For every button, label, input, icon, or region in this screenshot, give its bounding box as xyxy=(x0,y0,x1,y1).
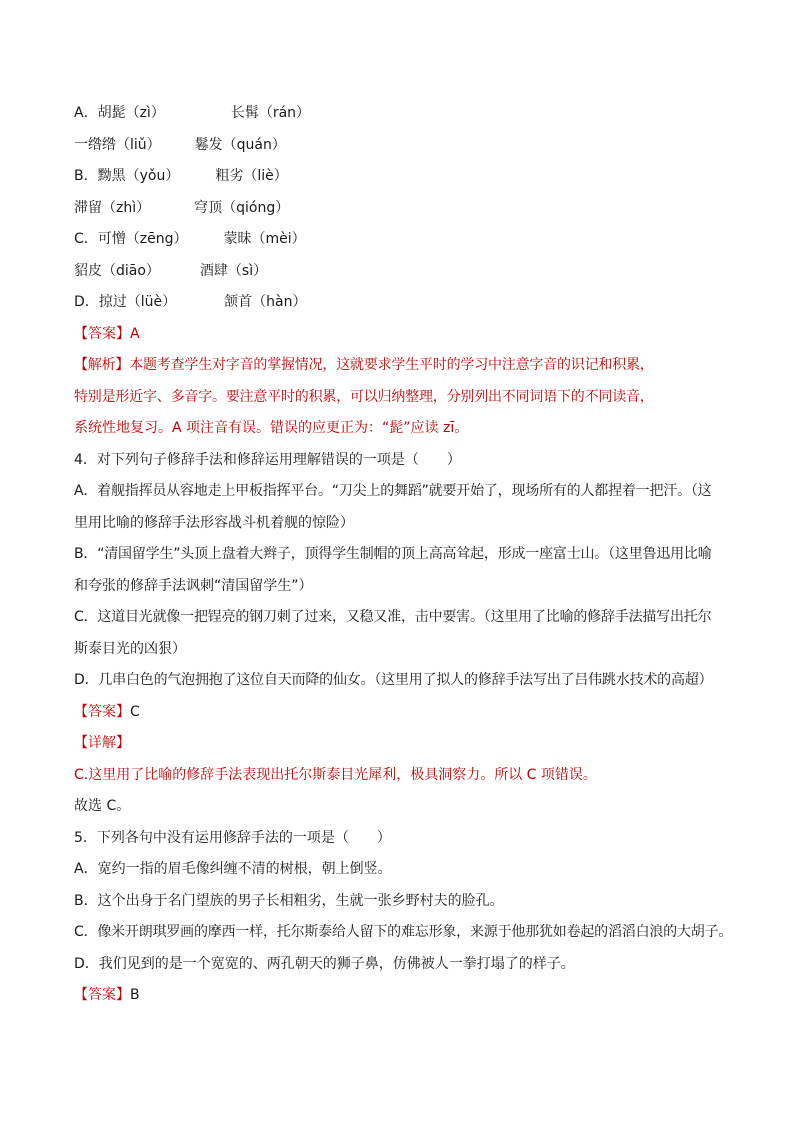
q4-option-b-cont: 和夸张的修辞手法讽刺“清国留学生”） xyxy=(74,577,313,594)
q4-option-a: A．着舰指挥员从容地走上甲板指挥平台。“刀尖上的舞蹈”就要开始了，现场所有的人都捏着一把汗。（这 xyxy=(74,483,712,499)
q3-option-c-word2: 蒙昧（mèi） xyxy=(223,231,306,247)
q3-analysis-line1 xyxy=(74,350,734,382)
q5-stem: 5．下列各句中没有运用修辞手法的一项是（ ） xyxy=(74,829,391,846)
q4-detail-text: C.这里用了比喻的修辞手法表现出托尔斯泰目光犀利，极具洞察力。所以 C 项错误。 xyxy=(74,766,597,783)
q3-option-c-word3: 貂皮（diāo） xyxy=(74,262,160,279)
answer-value: C xyxy=(130,703,140,720)
q3-option-b-word2: 粗劣（liè） xyxy=(215,168,288,184)
q3-option-b-word1: B．黝黑（yǒu） xyxy=(74,168,180,184)
q3-option-row xyxy=(74,130,734,162)
q3-option-a-word1: A．胡髭（zì） xyxy=(74,105,165,121)
q4-option-b: B．“清国留学生”头顶上盘着大辫子，顶得学生制帽的顶上高高耸起，形成一座富士山。（这里鲁迅用比喻 xyxy=(74,546,712,562)
q3-answer xyxy=(74,319,734,351)
q5-option-a: A．宽约一指的眉毛像纠缠不清的树根，朝上倒竖。 xyxy=(74,861,392,877)
q3-option-c-word4: 酒肆（sì） xyxy=(199,262,268,279)
q3-option-row xyxy=(74,224,734,256)
q3-option-b-word3: 滞留（zhì） xyxy=(74,199,151,216)
q4-answer xyxy=(74,697,734,729)
q4-stem: 4．对下列句子修辞手法和修辞运用理解错误的一项是（ ） xyxy=(74,451,461,468)
answer-value: B xyxy=(130,987,140,1003)
document-page xyxy=(74,98,734,1012)
q4-option-d: D．几串白色的气泡拥抱了这位自天而降的仙女。（这里用了拟人的修辞手法写出了吕伟跳水技术的高超） xyxy=(74,672,713,688)
analysis-tag: 【解析】 xyxy=(74,357,130,373)
q4-option-c-cont: 斯泰目光的凶狠） xyxy=(74,640,186,657)
q3-analysis-line3: 系统性地复习。A 项注音有误。错误的应更正为：“髭”应读 zī。 xyxy=(74,420,469,436)
detail-tag: 【详解】 xyxy=(74,735,130,751)
q3-option-d-word1: D．掠过（lüè） xyxy=(74,294,177,310)
q3-option-row xyxy=(74,287,734,319)
q3-analysis-line2: 特别是形近字、多音字。要注意平时的积累，可以归纳整理，分别列出不同词语下的不同读音， xyxy=(74,388,654,405)
answer-tag: 【答案】 xyxy=(74,703,130,720)
q5-option-b: B．这个出身于名门望族的男子长相粗劣，生就一张乡野村夫的脸孔。 xyxy=(74,892,504,909)
q4-conclusion: 故选 C。 xyxy=(74,798,131,814)
q3-option-a-word4: 鬈发（quán） xyxy=(194,136,286,153)
q4-detail-heading xyxy=(74,728,734,760)
q5-option-d: D．我们见到的是一个宽宽的、两孔朝天的狮子鼻，仿佛被人一拳打塌了的样子。 xyxy=(74,955,575,972)
q3-option-row xyxy=(74,161,734,193)
q4-option-a-cont: 里用比喻的修辞手法形容战斗机着舰的惊险） xyxy=(74,514,354,531)
q3-option-d-word2: 颔首（hàn） xyxy=(224,294,307,310)
q3-option-a-word2: 长髯（rán） xyxy=(230,105,311,121)
q3-option-row xyxy=(74,193,734,225)
q5-option-c: C．像米开朗琪罗画的摩西一样，托尔斯泰给人留下的难忘形象，来源于他那犹如卷起的滔滔白浪的大胡子。 xyxy=(74,924,733,940)
q3-option-b-word4: 穹顶（qióng） xyxy=(194,199,290,216)
q3-option-row xyxy=(74,256,734,288)
analysis-text: 本题考查学生对字音的掌握情况，这就要求学生平时的学习中注意字音的识记和积累， xyxy=(129,357,654,373)
answer-tag: 【答案】 xyxy=(74,987,130,1003)
q3-option-c-word1: C．可憎（zēng） xyxy=(74,231,188,247)
answer-tag: 【答案】 xyxy=(74,325,130,342)
q4-option-c: C．这道目光就像一把锃亮的钢刀刺了过来，又稳又准，击中要害。（这里用了比喻的修辞手法描写出托尔 xyxy=(74,609,712,625)
answer-value: A xyxy=(130,325,140,342)
q3-option-a-word3: 一绺绺（liǔ） xyxy=(74,136,161,153)
q3-option-row xyxy=(74,98,734,130)
q5-answer xyxy=(74,980,734,1012)
